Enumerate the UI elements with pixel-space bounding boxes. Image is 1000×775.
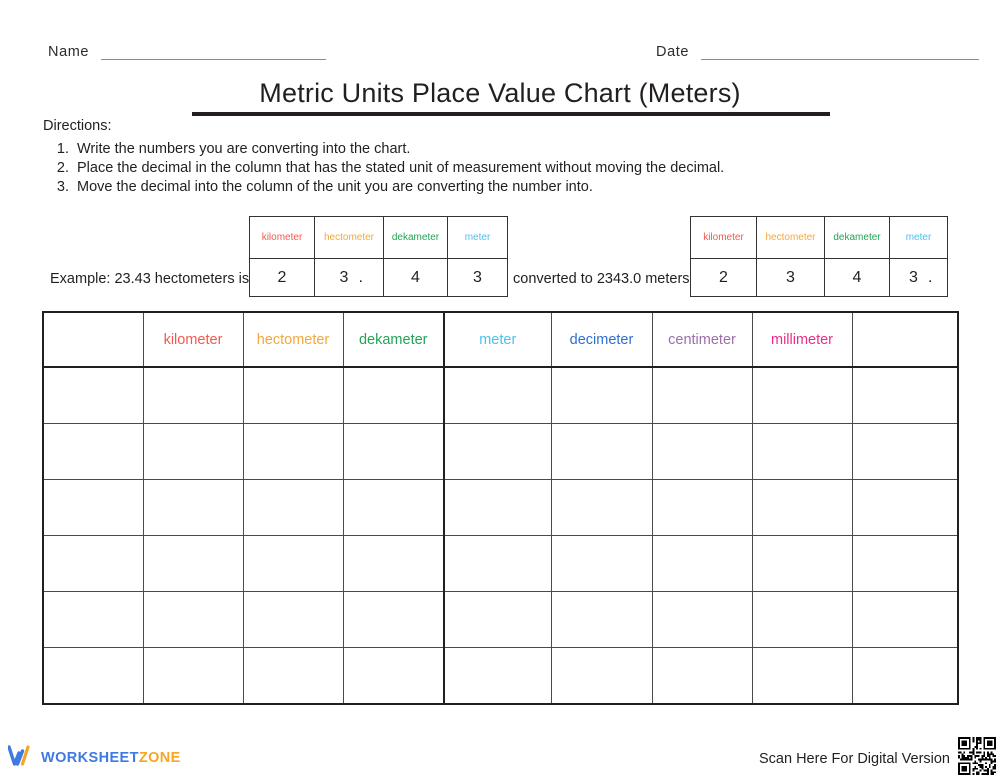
directions-heading: Directions: (43, 118, 112, 134)
chart-cell[interactable] (444, 536, 551, 592)
chart-cell[interactable] (752, 536, 852, 592)
table-header-row (43, 312, 958, 367)
chart-cell[interactable] (43, 367, 143, 424)
example-after-value-dekameter (825, 259, 890, 297)
table-row (43, 367, 958, 424)
chart-cell[interactable] (852, 536, 958, 592)
example-after-header-meter: meter (890, 217, 948, 259)
name-write-line[interactable] (101, 46, 326, 60)
example-lead-text: Example: 23.43 hectometers is (50, 271, 250, 287)
example-after-header-hectometer: hectometer (757, 217, 825, 259)
example-after-header-kilometer: kilometer (691, 217, 757, 259)
logo-text-secondary: ZONE (138, 750, 181, 766)
chart-cell[interactable] (652, 480, 752, 536)
table-row (691, 217, 948, 259)
example-table-after (690, 216, 948, 297)
date-label: Date (656, 44, 690, 60)
chart-cell[interactable] (43, 648, 143, 705)
example-mid-text: converted to 2343.0 meters (513, 271, 690, 287)
chart-cell[interactable] (444, 424, 551, 480)
example-after-value-kilometer (691, 259, 757, 297)
chart-cell[interactable] (444, 480, 551, 536)
chart-cell[interactable] (43, 480, 143, 536)
date-write-line[interactable] (701, 46, 979, 60)
chart-cell[interactable] (243, 592, 343, 648)
chart-cell[interactable] (551, 424, 652, 480)
chart-cell[interactable] (551, 648, 652, 705)
chart-cell[interactable] (243, 480, 343, 536)
chart-header-millimeter: millimeter (752, 312, 852, 367)
chart-cell[interactable] (343, 367, 444, 424)
page-title: Metric Units Place Value Chart (Meters) (259, 78, 741, 108)
chart-cell[interactable] (43, 536, 143, 592)
digit: 2 (719, 268, 728, 286)
logo-text (41, 750, 181, 766)
table-row (43, 480, 958, 536)
chart-cell[interactable] (551, 592, 652, 648)
date-field (656, 44, 979, 60)
directions-block (43, 118, 823, 197)
chart-cell[interactable] (43, 592, 143, 648)
digit: 3 (473, 268, 482, 286)
chart-header-blank-left (43, 312, 143, 367)
chart-header-dekameter: dekameter (343, 312, 444, 367)
chart-cell[interactable] (43, 424, 143, 480)
chart-cell[interactable] (652, 367, 752, 424)
chart-cell[interactable] (143, 536, 243, 592)
chart-cell[interactable] (752, 648, 852, 705)
chart-cell[interactable] (343, 648, 444, 705)
directions-list (43, 140, 823, 197)
chart-cell[interactable] (652, 592, 752, 648)
example-before-value-dekameter (384, 259, 448, 297)
direction-step: 1. Write the numbers you are converting into the chart. (73, 140, 823, 159)
chart-cell[interactable] (652, 424, 752, 480)
chart-cell[interactable] (752, 480, 852, 536)
chart-cell[interactable] (343, 592, 444, 648)
chart-cell[interactable] (551, 367, 652, 424)
chart-cell[interactable] (752, 592, 852, 648)
chart-cell[interactable] (444, 648, 551, 705)
chart-cell[interactable] (551, 536, 652, 592)
example-before-value-meter (448, 259, 508, 297)
place-value-chart-table (42, 311, 959, 705)
chart-cell[interactable] (652, 536, 752, 592)
example-after-header-dekameter: dekameter (825, 217, 890, 259)
chart-header-meter: meter (444, 312, 551, 367)
worksheet-zone-logo (8, 746, 181, 770)
chart-cell[interactable] (243, 424, 343, 480)
digit: 2 (277, 268, 287, 286)
table-row (43, 424, 958, 480)
example-before-header-hectometer: hectometer (315, 217, 384, 259)
logo-w-icon (8, 745, 34, 772)
table-row (43, 536, 958, 592)
chart-cell[interactable] (343, 480, 444, 536)
chart-cell[interactable] (143, 592, 243, 648)
title-underline (192, 112, 830, 116)
example-before-header-meter: meter (448, 217, 508, 259)
direction-step: 2. Place the decimal in the column that has the stated unit of measurement without moving the decimal. (73, 159, 823, 178)
example-before-value-kilometer (250, 259, 315, 297)
chart-cell[interactable] (444, 367, 551, 424)
chart-cell[interactable] (343, 424, 444, 480)
chart-header-decimeter: decimeter (551, 312, 652, 367)
digit: 3 (786, 268, 795, 286)
example-after-value-meter: 3 . (890, 259, 948, 297)
chart-header-centimeter: centimeter (652, 312, 752, 367)
qr-code[interactable] (958, 737, 996, 775)
chart-cell[interactable] (852, 367, 958, 424)
example-before-value-hectometer: 3 . (315, 259, 384, 297)
chart-cell[interactable] (243, 536, 343, 592)
digit: 3 (909, 268, 918, 286)
table-row (691, 259, 948, 297)
example-before-header-dekameter: dekameter (384, 217, 448, 259)
chart-cell[interactable] (143, 367, 243, 424)
example-after-value-hectometer (757, 259, 825, 297)
logo-text-primary: WORKSHEET (41, 750, 139, 766)
example-table-before (249, 216, 508, 297)
example-before-header-kilometer: kilometer (250, 217, 315, 259)
table-row (43, 592, 958, 648)
table-row (43, 648, 958, 705)
digit: 4 (411, 268, 420, 286)
chart-cell[interactable] (143, 480, 243, 536)
chart-cell[interactable] (444, 592, 551, 648)
chart-header-kilometer: kilometer (143, 312, 243, 367)
chart-cell[interactable] (852, 480, 958, 536)
digit: 3 (339, 268, 349, 286)
chart-cell[interactable] (852, 592, 958, 648)
table-row (250, 217, 508, 259)
direction-step: 3. Move the decimal into the column of the unit you are converting the number into. (73, 178, 823, 197)
name-field (48, 44, 326, 60)
chart-cell[interactable] (243, 367, 343, 424)
scan-instruction-text: Scan Here For Digital Version (759, 751, 950, 767)
chart-cell[interactable] (143, 424, 243, 480)
chart-cell[interactable] (243, 648, 343, 705)
name-label: Name (48, 44, 90, 60)
chart-cell[interactable] (652, 648, 752, 705)
chart-cell[interactable] (752, 424, 852, 480)
chart-cell[interactable] (343, 536, 444, 592)
chart-cell[interactable] (143, 648, 243, 705)
digit: 4 (852, 268, 862, 286)
chart-cell[interactable] (852, 424, 958, 480)
table-row (250, 259, 508, 297)
chart-header-hectometer: hectometer (243, 312, 343, 367)
chart-header-blank-right (852, 312, 958, 367)
chart-cell[interactable] (852, 648, 958, 705)
chart-cell[interactable] (752, 367, 852, 424)
chart-cell[interactable] (551, 480, 652, 536)
